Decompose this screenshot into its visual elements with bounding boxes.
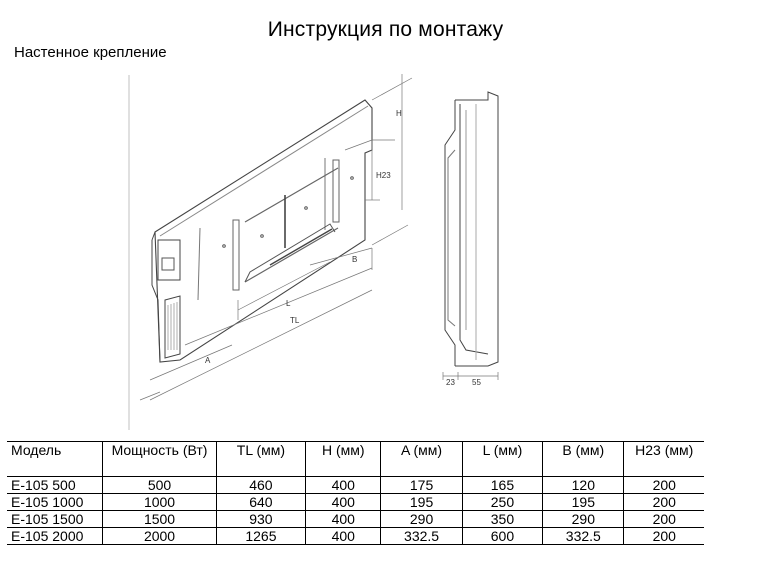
table-cell: 400: [306, 528, 381, 545]
column-header-h: H (мм): [306, 442, 381, 477]
column-header-a: A (мм): [381, 442, 462, 477]
table-cell: 120: [543, 477, 624, 494]
dim-label-h: H: [396, 109, 402, 118]
table-cell: 290: [381, 511, 462, 528]
column-header-b: B (мм): [543, 442, 624, 477]
dim-label-55: 55: [472, 378, 481, 387]
table-cell: E-105 500: [7, 477, 103, 494]
dim-label-tl: TL: [290, 316, 300, 325]
side-profile: [445, 92, 498, 366]
column-header-power: Мощность (Вт): [103, 442, 216, 477]
table-cell: 400: [306, 511, 381, 528]
column-header-tl: TL (мм): [216, 442, 305, 477]
table-row: [7, 477, 704, 494]
table-cell: E-105 1500: [7, 511, 103, 528]
table-cell: 350: [462, 511, 542, 528]
specifications-table: [7, 441, 704, 545]
dim-label-23: 23: [446, 378, 455, 387]
table-cell: 500: [103, 477, 216, 494]
column-header-model: Модель: [7, 442, 103, 477]
table-cell: 332.5: [543, 528, 624, 545]
table-row: [7, 494, 704, 511]
table-row: [7, 511, 704, 528]
table-cell: 200: [624, 494, 704, 511]
table-cell: 165: [462, 477, 542, 494]
table-cell: 332.5: [381, 528, 462, 545]
table-cell: E-105 1000: [7, 494, 103, 511]
table-cell: 600: [462, 528, 542, 545]
table-cell: 200: [624, 528, 704, 545]
table-cell: 175: [381, 477, 462, 494]
dim-label-b: B: [352, 255, 358, 264]
table-cell: 250: [462, 494, 542, 511]
table-cell: 200: [624, 511, 704, 528]
table-header-row: [7, 442, 704, 477]
table-row: [7, 528, 704, 545]
table-cell: 460: [216, 477, 305, 494]
table-cell: 400: [306, 477, 381, 494]
table-cell: 1265: [216, 528, 305, 545]
dim-label-a: A: [205, 356, 211, 365]
table-cell: 195: [381, 494, 462, 511]
table-cell: 200: [624, 477, 704, 494]
table-cell: 290: [543, 511, 624, 528]
table-cell: 195: [543, 494, 624, 511]
dim-label-h23: H23: [376, 171, 391, 180]
column-header-l: L (мм): [462, 442, 542, 477]
table-cell: 930: [216, 511, 305, 528]
dim-label-l: L: [286, 299, 291, 308]
page-title: Инструкция по монтажу: [267, 18, 504, 41]
table-cell: 640: [216, 494, 305, 511]
control-box: [158, 240, 180, 280]
table-cell: E-105 2000: [7, 528, 103, 545]
table-cell: 400: [306, 494, 381, 511]
column-header-h23: H23 (мм): [624, 442, 704, 477]
section-subtitle: Настенное крепление: [14, 44, 167, 61]
table-cell: 1000: [103, 494, 216, 511]
table-cell: 1500: [103, 511, 216, 528]
heater-front-panel: [155, 100, 372, 362]
table-cell: 2000: [103, 528, 216, 545]
